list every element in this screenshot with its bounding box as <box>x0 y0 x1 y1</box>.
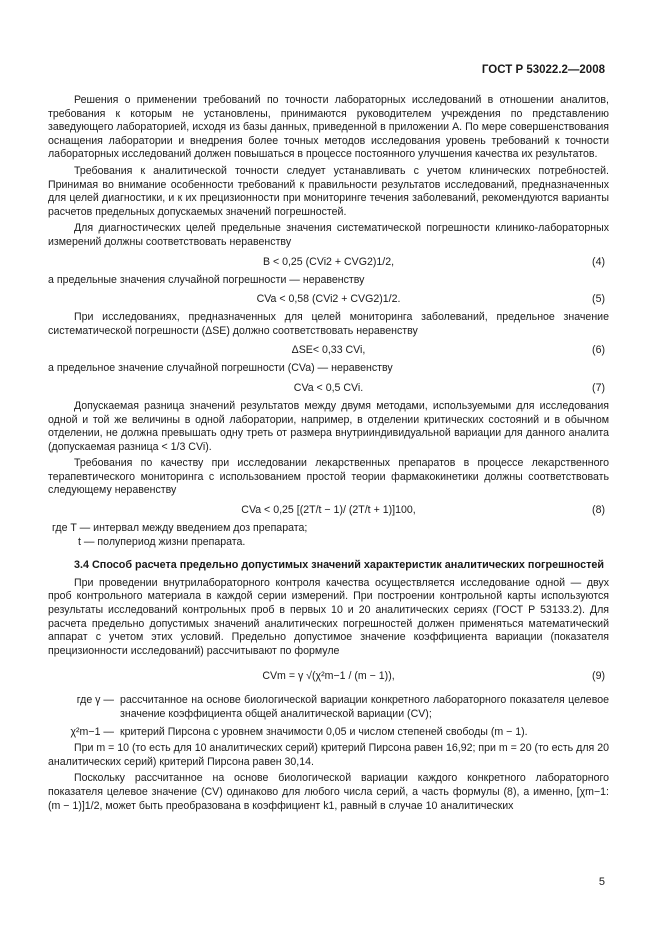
paragraph-2: Требования к аналитической точности следует устанавливать с учетом клинических потребностей. Принимая во внимание особенности требований к правильности результатов исследований, предназначенных для целей диагностики, и к их прецизионности при мониторинге течения заболеваний, рекомендуются варианты расчетов предельных допускаемых значений погрешностей. <box>48 164 609 218</box>
equation-9 <box>48 658 609 694</box>
paragraph-3: Для диагностических целей предельные значения систематической погрешности клинико-лабораторных измерений должны соответствовать неравенству <box>48 222 609 248</box>
definition-gamma-text: рассчитанное на основе биологической вариации конкретного лабораторного показателя целевое значение коэффициента общей аналитической вариации (CV); <box>120 694 609 720</box>
definition-chi <box>48 726 609 740</box>
paragraph-10: При m = 10 (то есть для 10 аналитических серий) критерий Пирсона равен 16,92; при m = 20 (то есть для 20 аналитических серий) критерий Пирсона равен 30,14. <box>48 742 609 768</box>
definition-chi-label: χ²m−1 — <box>70 725 114 738</box>
equation-7 <box>48 376 609 400</box>
equation-5-number: (5) <box>592 293 605 306</box>
section-heading: 3.4 Способ расчета предельно допустимых значений характеристик аналитических погрешностей <box>74 559 605 572</box>
equation-8 <box>48 498 609 522</box>
document-header: ГОСТ Р 53022.2—2008 <box>481 64 605 76</box>
paragraph-5: При исследованиях, предназначенных для целей мониторинга заболеваний, предельное значение систематической погрешности (ΔSE) должно соответствовать неравенству <box>48 311 609 337</box>
paragraph-1: Решения о применении требований по точности лабораторных исследований в отношении аналитов, требования к которым не установлены, принимаются руководителем учреждения по представлению заведующего лабораторией, исходя из базы данных, приведенной в приложении А. По мере совершенствования оснащения лаборатории и внедрения более точных методов исследования уровень требований к точности лабораторных исследований должен повышаться в процессе постоянного улучшения качества их результатов. <box>48 94 609 161</box>
definition-gamma <box>48 694 609 721</box>
equation-5 <box>48 287 609 311</box>
paragraph-4: а предельные значения случайной погрешности — неравенству <box>48 273 365 286</box>
page-number: 5 <box>598 876 605 888</box>
paragraph-7: Допускаемая разница значений результатов между двумя методами, используемыми для исследования одной и той же величины в одной лаборатории, например, в отделении критических состояний и в обычном отделении, не должна превышать одну треть от размера внутрииндивидуальной вариации для данного аналита (допускаемая разница < 1/3 CVi). <box>48 399 609 453</box>
equation-4 <box>48 250 609 274</box>
definition-T: где T — интервал между введением доз препарата; <box>52 522 308 535</box>
equation-7-formula: CVa < 0,5 CVi. <box>293 381 364 394</box>
equation-6-number: (6) <box>592 344 605 357</box>
definition-t: t — полупериод жизни препарата. <box>78 535 246 548</box>
equation-8-formula: CVa < 0,25 [(2T/t − 1)/ (2T/t + 1)]100, <box>241 504 416 517</box>
definition-gamma-label: где γ — <box>76 694 114 707</box>
equation-4-formula: B < 0,25 (CVi2 + CVG2)1/2, <box>262 255 395 268</box>
equation-6 <box>48 338 609 362</box>
page-content <box>48 94 609 813</box>
equation-4-number: (4) <box>592 255 605 268</box>
paragraph-8: Требования по качеству при исследовании лекарственных препаратов в процессе лекарственного терапевтического мониторинга с использованием простой теории фармакокинетики должны соответствовать следующему неравенству <box>48 457 609 497</box>
paragraph-9: При проведении внутрилабораторного контроля качества осуществляется исследование одной — двух проб контрольного материала в каждой серии измерений. При построении контрольной карты используются результаты исследований контрольных проб в первых 10 и 20 аналитических сериях (ГОСТ Р 53133.2). Для расчета предельно допустимых значений аналитических погрешностей должен применяться математический аппарат с учетом этих условий. Предельно допустимое значение коэффициента вариации (показателя прецизионности исследований) рассчитывают по формуле <box>48 576 609 657</box>
equation-7-number: (7) <box>592 381 605 394</box>
paragraph-6: а предельное значение случайной погрешности (CVa) — неравенству <box>48 362 393 375</box>
definition-chi-text: критерий Пирсона с уровнем значимости 0,05 и числом степеней свободы (m − 1). <box>120 725 528 738</box>
equation-6-formula: ΔSE< 0,33 CVi, <box>291 344 366 357</box>
paragraph-11: Поскольку рассчитанное на основе биологической вариации каждого конкретного лабораторного показателя целевое значение (CV) одинаково для любого числа серий, а часть формулы (8), а именно, [χm−1: (m − 1)]1/2, может быть преобразована в коэффициент k1, равный в случае 10 аналитических <box>48 772 609 812</box>
equation-9-number: (9) <box>592 670 605 683</box>
equation-5-formula: CVa < 0,58 (CVi2 + CVG2)1/2. <box>256 293 401 306</box>
equation-9-formula: CVm = γ √(χ²m−1 / (m − 1)), <box>262 670 395 683</box>
equation-8-number: (8) <box>592 504 605 517</box>
